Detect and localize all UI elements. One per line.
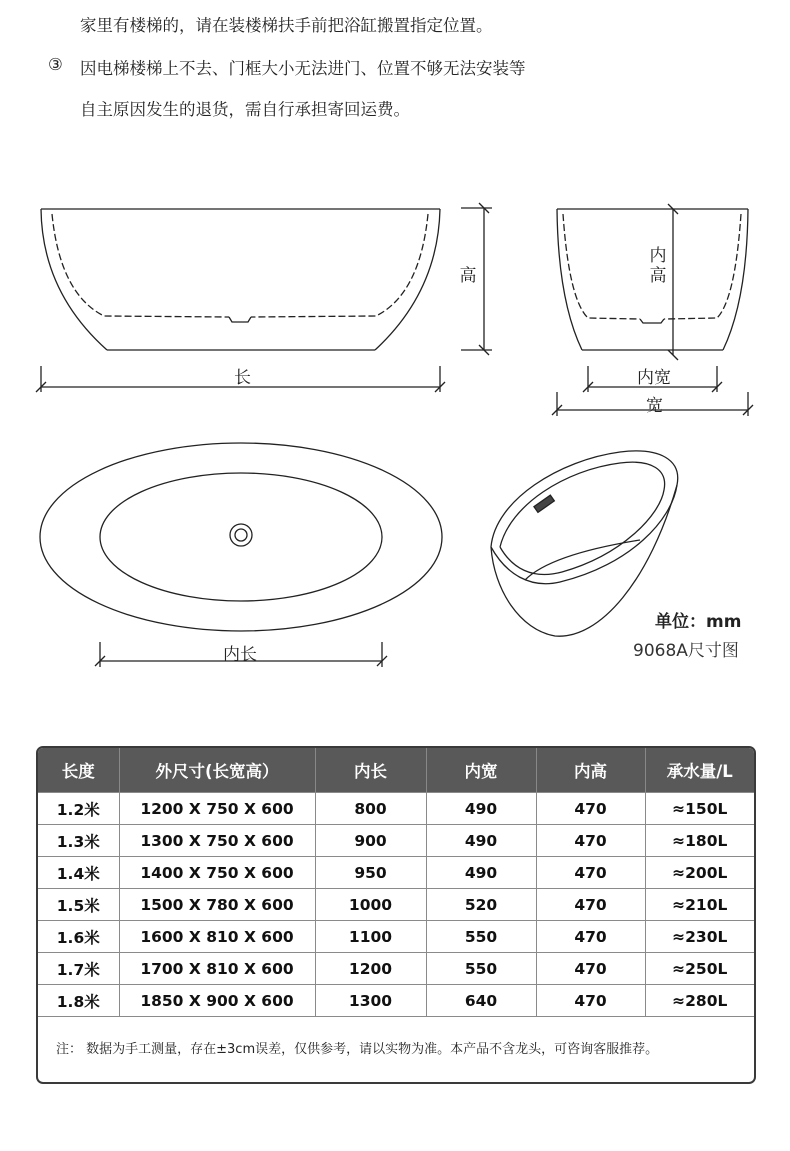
cell-outer-size: 1400 X 750 X 600 xyxy=(119,857,315,889)
cell-capacity: ≈200L xyxy=(645,857,754,889)
table-row xyxy=(38,921,754,953)
cell-length: 1.8米 xyxy=(38,985,119,1017)
label-height: 高 xyxy=(459,266,477,286)
header-capacity: 承水量/L xyxy=(645,748,754,793)
cell-inner-width: 640 xyxy=(426,985,536,1017)
cell-outer-size: 1700 X 810 X 600 xyxy=(119,953,315,985)
cell-inner-height: 470 xyxy=(536,953,645,985)
cell-capacity: ≈180L xyxy=(645,825,754,857)
table-header-row xyxy=(38,748,754,793)
cell-inner-width: 490 xyxy=(426,825,536,857)
cell-length: 1.4米 xyxy=(38,857,119,889)
notice-line-2: 因电梯楼梯上不去、门框大小无法进门、位置不够无法安装等 xyxy=(80,59,526,78)
cell-inner-width: 490 xyxy=(426,793,536,825)
notice-line-1: 家里有楼梯的，请在装楼梯扶手前把浴缸搬置指定位置。 xyxy=(80,16,493,35)
header-length: 长度 xyxy=(38,748,119,793)
label-inner-width: 内宽 xyxy=(637,368,671,388)
notice-line-3: 自主原因发生的退货，需自行承担寄回运费。 xyxy=(80,100,410,119)
table-row xyxy=(38,857,754,889)
notice-marker-3: ③ xyxy=(48,55,63,74)
model-label: 9068A尺寸图 xyxy=(633,641,739,661)
cell-capacity: ≈250L xyxy=(645,953,754,985)
cell-length: 1.7米 xyxy=(38,953,119,985)
cell-inner-width: 490 xyxy=(426,857,536,889)
cell-length: 1.3米 xyxy=(38,825,119,857)
header-inner-width: 内宽 xyxy=(426,748,536,793)
label-inner-length: 内长 xyxy=(223,645,257,665)
cell-length: 1.2米 xyxy=(38,793,119,825)
cell-inner-width: 520 xyxy=(426,889,536,921)
side-view-outline xyxy=(41,209,440,350)
table-row xyxy=(38,985,754,1017)
perspective-view xyxy=(491,451,678,636)
top-view xyxy=(40,443,442,631)
cell-inner-height: 470 xyxy=(536,921,645,953)
table-row xyxy=(38,889,754,921)
cell-inner-height: 470 xyxy=(536,985,645,1017)
cell-inner-height: 470 xyxy=(536,793,645,825)
end-drain xyxy=(640,319,664,323)
cell-inner-height: 470 xyxy=(536,889,645,921)
label-length: 长 xyxy=(234,368,251,388)
side-drain xyxy=(229,317,251,322)
cell-length: 1.5米 xyxy=(38,889,119,921)
dimension-table xyxy=(38,748,754,1016)
cell-inner-width: 550 xyxy=(426,953,536,985)
cell-capacity: ≈280L xyxy=(645,985,754,1017)
cell-capacity: ≈150L xyxy=(645,793,754,825)
header-inner-height: 内高 xyxy=(536,748,645,793)
cell-outer-size: 1850 X 900 X 600 xyxy=(119,985,315,1017)
header-outer-size: 外尺寸(长宽高） xyxy=(119,748,315,793)
cell-capacity: ≈230L xyxy=(645,921,754,953)
cell-inner-width: 550 xyxy=(426,921,536,953)
table-row xyxy=(38,825,754,857)
cell-inner-length: 1100 xyxy=(315,921,426,953)
header-inner-length: 内长 xyxy=(315,748,426,793)
cell-length: 1.6米 xyxy=(38,921,119,953)
cell-inner-length: 1200 xyxy=(315,953,426,985)
cell-capacity: ≈210L xyxy=(645,889,754,921)
cell-outer-size: 1300 X 750 X 600 xyxy=(119,825,315,857)
cell-inner-length: 1000 xyxy=(315,889,426,921)
cell-inner-height: 470 xyxy=(536,857,645,889)
cell-inner-length: 950 xyxy=(315,857,426,889)
cell-outer-size: 1500 X 780 X 600 xyxy=(119,889,315,921)
dimension-table-container xyxy=(36,746,756,1084)
side-view-inner-dashed xyxy=(52,214,428,317)
cell-outer-size: 1200 X 750 X 600 xyxy=(119,793,315,825)
unit-label: 单位：mm xyxy=(655,612,742,632)
label-inner-height: 内高 xyxy=(649,246,667,286)
cell-outer-size: 1600 X 810 X 600 xyxy=(119,921,315,953)
table-note: 注： 数据为手工测量，存在±3cm误差，仅供参考，请以实物为准。本产品不含龙头，可咨询客服推荐。 xyxy=(38,1016,754,1082)
inner-height-dimension xyxy=(668,204,678,360)
label-width: 宽 xyxy=(646,396,663,416)
table-row xyxy=(38,953,754,985)
table-row xyxy=(38,793,754,825)
cell-inner-height: 470 xyxy=(536,825,645,857)
cell-inner-length: 800 xyxy=(315,793,426,825)
cell-inner-length: 1300 xyxy=(315,985,426,1017)
cell-inner-length: 900 xyxy=(315,825,426,857)
